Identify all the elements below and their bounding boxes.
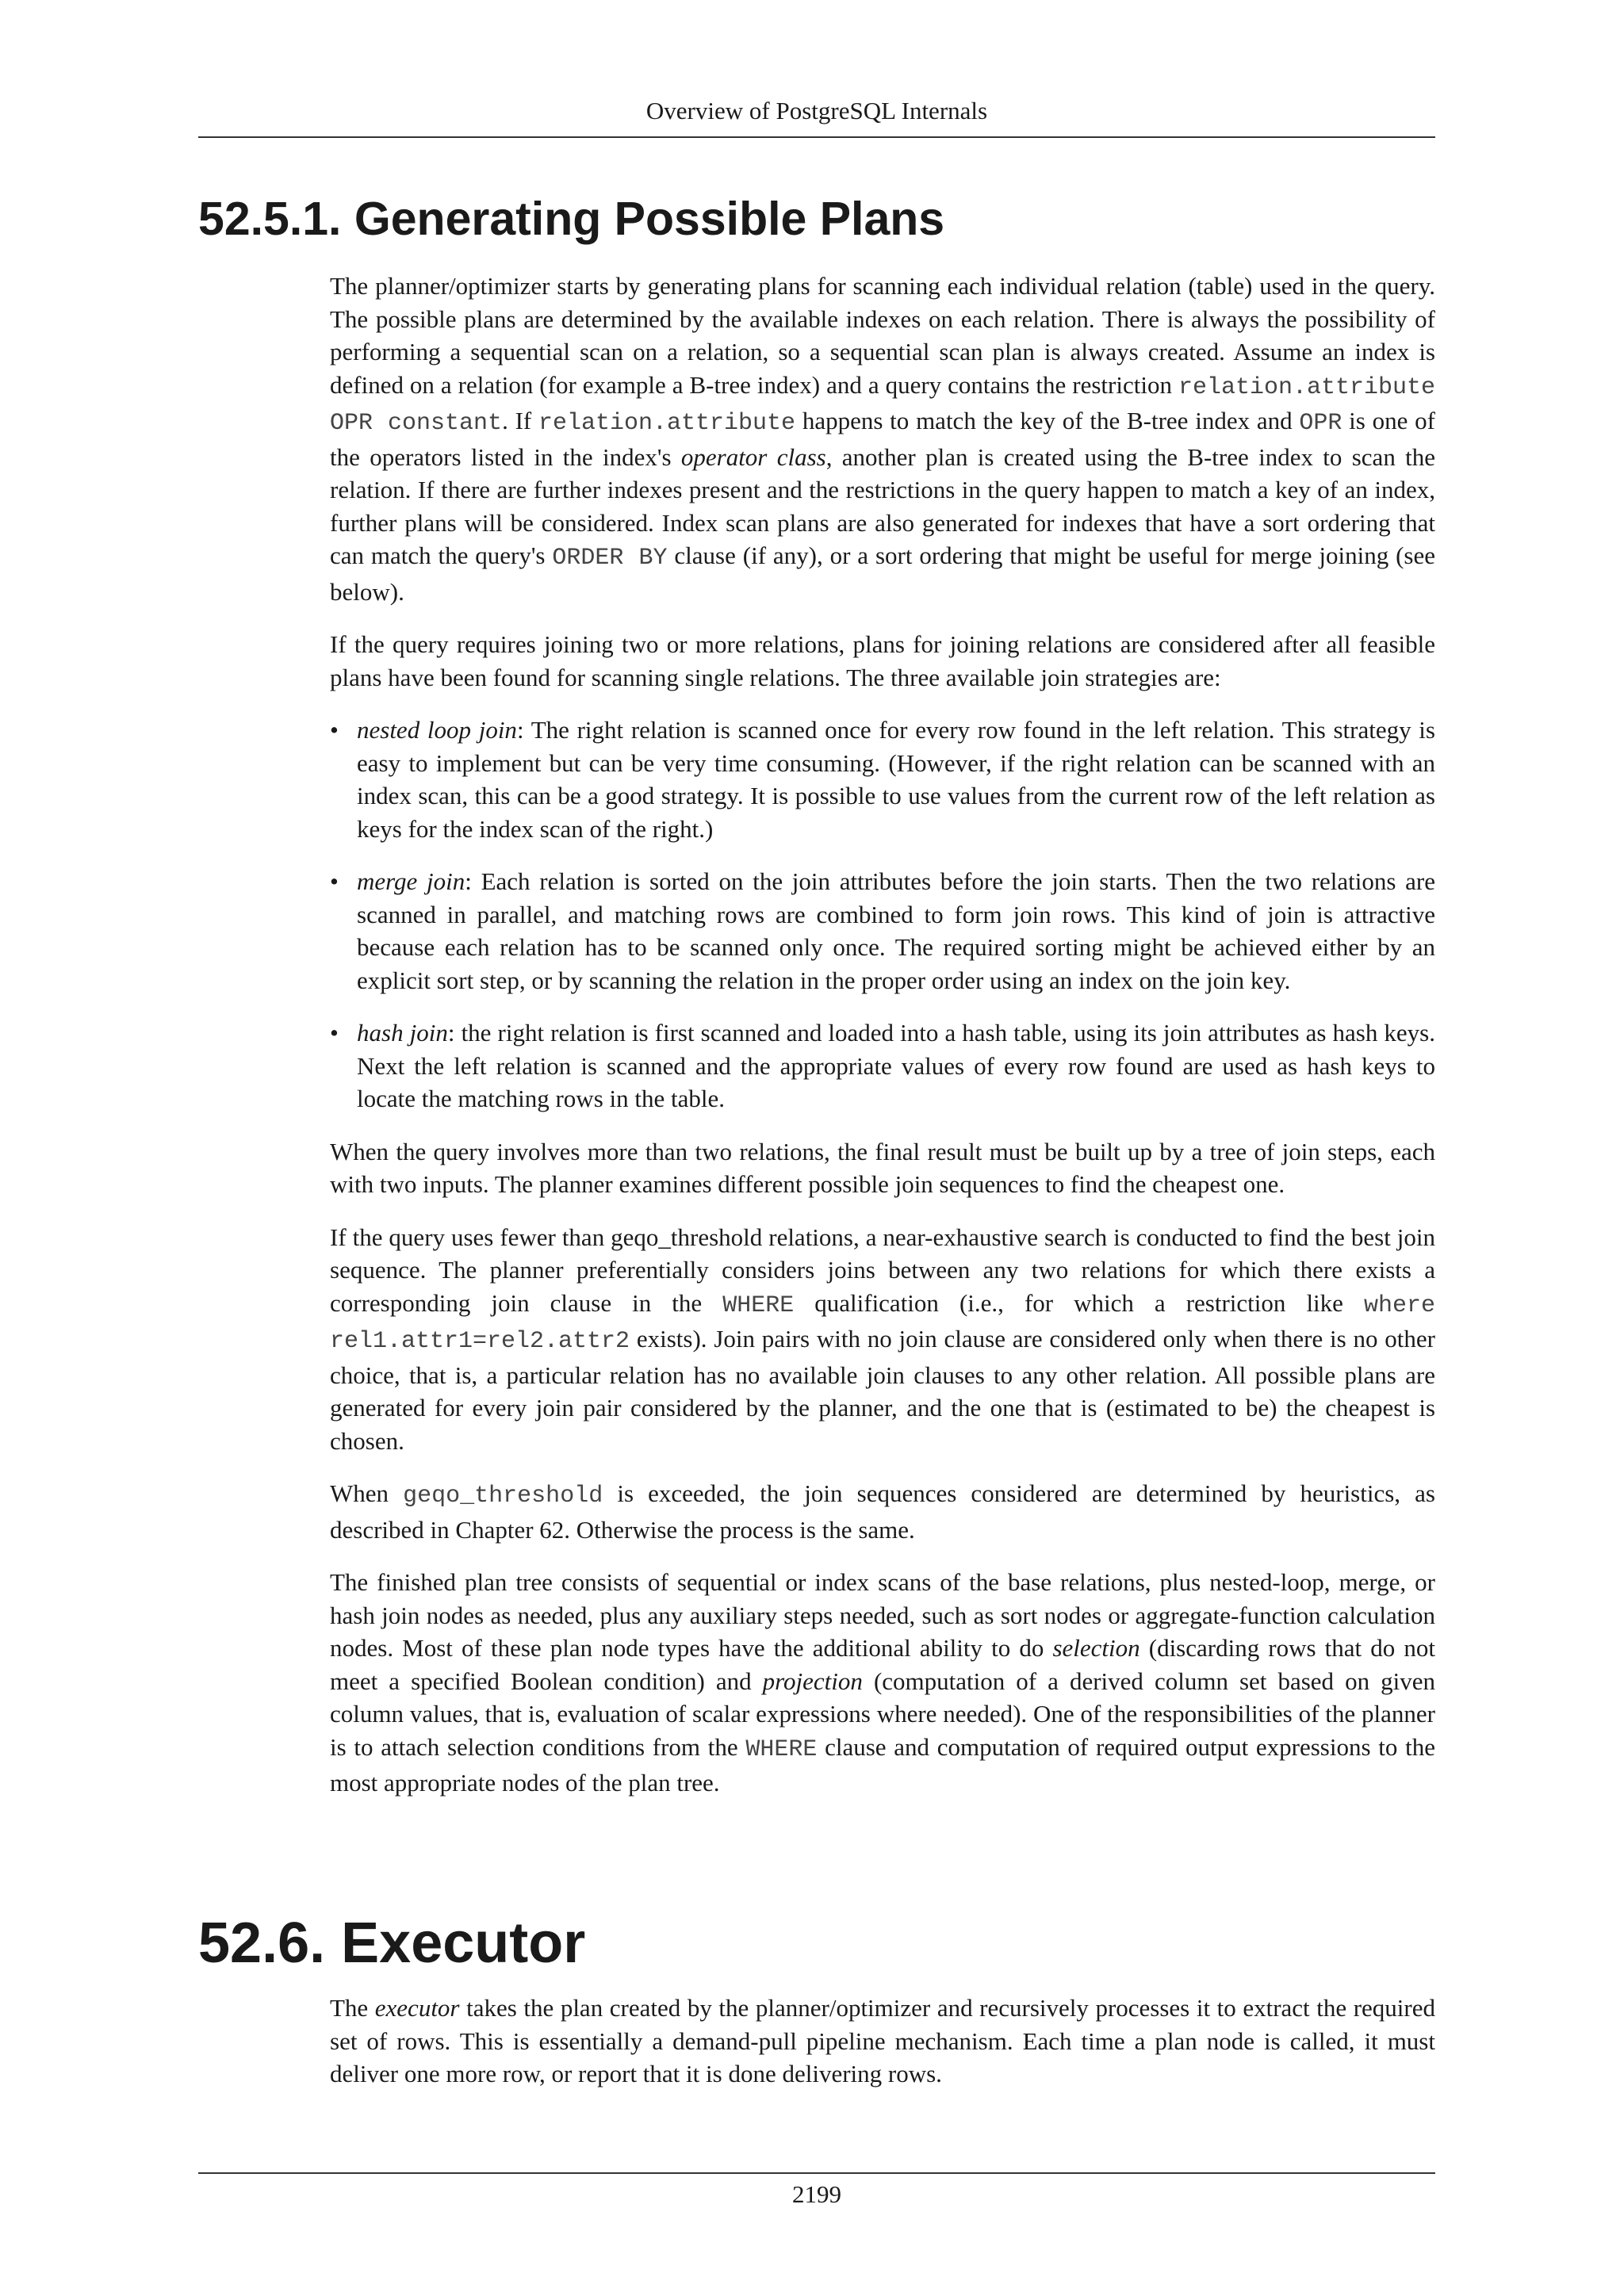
emphasis-operator-class: operator class — [680, 442, 826, 471]
page-number: 2199 — [792, 2180, 841, 2208]
paragraph-geqo-search — [330, 1221, 1435, 1458]
text-run: clause and computation of required output expressions to the most appropriate nodes of the plan tree. — [330, 1732, 1435, 1797]
paragraph-geqo-threshold — [330, 1477, 1435, 1546]
code-opr: OPR — [1299, 410, 1342, 437]
section-heading-52-6: 52.6. Executor — [198, 1911, 586, 1975]
text-run: If the query uses fewer than geqo_threshold relations, a near-exhaustive search is conducted to find the best join sequence. The planner preferentially considers joins between any two relations for which there exists a corresponding join clause in the — [330, 1223, 1435, 1317]
list-item-hash-join — [330, 1016, 1435, 1115]
bullet-icon: • — [330, 867, 339, 895]
emphasis-projection: projection — [762, 1667, 863, 1695]
paragraph-executor — [330, 1992, 1435, 2091]
term-merge-join: merge join — [357, 867, 465, 895]
text-run: clause (if any), or a sort ordering that might be useful for merge joining (see below). — [330, 541, 1435, 606]
text-run: qualification (i.e., for which a restriction like — [794, 1288, 1364, 1317]
paragraph-join-intro: If the query requires joining two or more relations, plans for joining relations are considered after all feasible plans have been found for scanning single relations. The three available join strategies are: — [330, 630, 1435, 691]
text-run: exists). Join pairs with no join clause are considered only when there is no other choice, that is, a particular relation has no available join clauses to any other relation. All possible plans are generated for every join pair considered by the planner, and the one that is (estimated to be) the cheapest is chosen. — [330, 1325, 1435, 1455]
join-strategy-list — [330, 714, 1435, 1115]
list-item-nested-loop-join — [330, 714, 1435, 845]
text-run: . If — [502, 407, 538, 434]
code-relation-attribute: relation.attribute — [538, 410, 796, 437]
text-run: When — [330, 1479, 404, 1507]
text-run: : The right relation is scanned once for every row found in the left relation. This strategy is easy to implement but can be very time consuming. (However, if the right relation can be scanned with an index scan, this can be a good strategy. It is possible to use values from the current row of the left relation as keys for the index scan of the right.) — [357, 716, 1435, 843]
section-52-5-1-body — [330, 270, 1435, 1820]
section-heading-52-5-1: 52.5.1. Generating Possible Plans — [198, 193, 945, 245]
code-restriction: relation.attribute OPR constant — [330, 373, 1435, 437]
code-where: WHERE — [745, 1735, 818, 1763]
code-geqo-threshold: geqo_threshold — [403, 1483, 603, 1510]
text-run: : Each relation is sorted on the join attributes before the join starts. Then the two relations are scanned in parallel, and matching rows are combined to form join rows. This kind of join is attractive because each relation has to be scanned only once. The required sorting might be achieved either by an explicit sort step, or by scanning the relation in the proper order using an index on the join key. — [357, 867, 1436, 994]
paragraph-join-tree: When the query involves more than two relations, the final result must be built up by a tree of join steps, each with two inputs. The planner examines different possible join sequences to find the cheapest one. — [330, 1137, 1435, 1198]
paragraph-plan-tree — [330, 1566, 1435, 1800]
text-run: The planner/optimizer starts by generating plans for scanning each individual relation (table) used in the query. The possible plans are determined by the available indexes on each relation. There is always the possibility of performing a sequential scan on a relation, so a sequential scan plan is always created. Assume an index is defined on a relation (for example a B-tree index) and a query contains the restriction — [330, 272, 1435, 399]
running-header: Overview of PostgreSQL Internals — [645, 97, 988, 124]
text-run: takes the plan created by the planner/optimizer and recursively processes it to extract the required set of rows. This is essentially a demand-pull pipeline mechanism. Each time a plan node is called, it must deliver one more row, or report that it is done delivering rows. — [330, 1994, 1435, 2087]
paragraph-scan-plans — [330, 270, 1435, 608]
code-where-clause-example: where rel1.attr1=rel2.attr2 — [330, 1292, 1435, 1355]
bullet-icon: • — [330, 1019, 339, 1047]
text-run: (discarding rows that do not meet a specified Boolean condition) and — [330, 1634, 1435, 1695]
emphasis-selection: selection — [1052, 1634, 1140, 1662]
text-run: , another plan is created using the B-tree index to scan the relation. If there are further indexes present and the restrictions in the query happen to match a key of an index, further plans will be considered. Index scan plans are also generated for indexes that have a sort ordering that can match the query's — [330, 442, 1436, 569]
text-run: is exceeded, the join sequences considered are determined by heuristics, as described in Chapter 62. Otherwise the process is the same. — [330, 1479, 1435, 1544]
code-order-by: ORDER BY — [552, 545, 668, 572]
term-hash-join: hash join — [357, 1019, 448, 1047]
footer-rule — [198, 2172, 1435, 2174]
section-52-6-body — [330, 1992, 1435, 2110]
emphasis-executor: executor — [374, 1994, 460, 2022]
text-run: The finished plan tree consists of sequential or index scans of the base relations, plus nested-loop, merge, or hash join nodes as needed, plus any auxiliary steps needed, such as sort nodes or aggregate-function calculation nodes. Most of these plan node types have the additional ability to do — [330, 1568, 1435, 1662]
header-rule — [198, 136, 1435, 138]
text-run: is one of the operators listed in the index's — [330, 407, 1435, 471]
text-run: (computation of a derived column set based on given column values, that is, evaluation of scalar expressions where needed). One of the responsibilities of the planner is to attach selection conditions from the — [330, 1667, 1435, 1761]
text-run: happens to match the key of the B-tree index and — [795, 407, 1300, 434]
list-item-merge-join — [330, 865, 1435, 997]
text-run: : the right relation is first scanned and loaded into a hash table, using its join attributes as hash keys. Next the left relation is scanned and the appropriate values of every row found are used as hash keys to locate the matching rows in the table. — [357, 1019, 1435, 1112]
code-where: WHERE — [722, 1292, 795, 1319]
term-nested-loop-join: nested loop join — [357, 716, 517, 744]
bullet-icon: • — [330, 716, 339, 744]
text-run: The — [330, 1994, 375, 2022]
